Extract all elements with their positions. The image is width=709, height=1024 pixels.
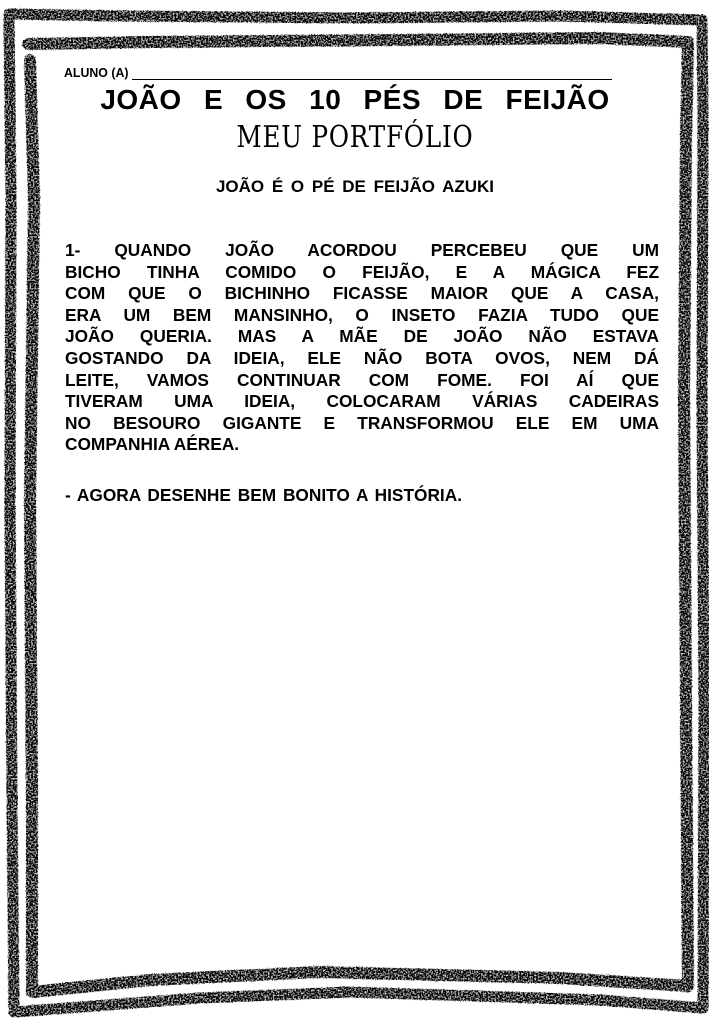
paragraph-line: COM QUE O BICHINHO FICASSE MAIOR QUE A CASA, xyxy=(65,283,659,304)
paragraph-line: JOÃO QUERIA. MAS A MÃE DE JOÃO NÃO ESTAVA xyxy=(65,326,659,347)
chapter-title: JOÃO É O PÉ DE FEIJÃO AZUKI xyxy=(215,177,495,196)
paragraph-line: BICHO TINHA COMIDO O FEIJÃO, E A MÁGICA FEZ xyxy=(65,261,659,282)
paragraph-line: NO BESOURO GIGANTE E TRANSFORMOU ELE EM UMA xyxy=(65,412,659,433)
story-paragraph xyxy=(65,240,659,456)
paragraph-line: LEITE, VAMOS CONTINUAR COM FOME. FOI AÍ QUE xyxy=(65,369,659,390)
paragraph-line: COMPANHIA AÉREA. xyxy=(65,434,240,455)
portfolio-subtitle: MEU PORTFÓLIO xyxy=(236,120,474,155)
paragraph-line: ERA UM BEM MANSINHO, O INSETO FAZIA TUDO QUE xyxy=(65,304,659,325)
page-title: JOÃO E OS 10 PÉS DE FEIJÃO xyxy=(100,84,610,115)
drawing-area[interactable] xyxy=(60,520,660,960)
student-name-row xyxy=(64,66,612,80)
paragraph-line: TIVERAM UMA IDEIA, COLOCARAM VÁRIAS CADEIRAS xyxy=(65,391,659,412)
paragraph-line: 1- QUANDO JOÃO ACORDOU PERCEBEU QUE UM xyxy=(65,240,659,260)
student-label: ALUNO (A) xyxy=(64,65,129,80)
drawing-instruction: - AGORA DESENHE BEM BONITO A HISTÓRIA. xyxy=(65,485,463,505)
paragraph-line: GOSTANDO DA IDEIA, ELE NÃO BOTA OVOS, NEM DÁ xyxy=(65,347,659,368)
student-name-field[interactable] xyxy=(132,67,612,80)
